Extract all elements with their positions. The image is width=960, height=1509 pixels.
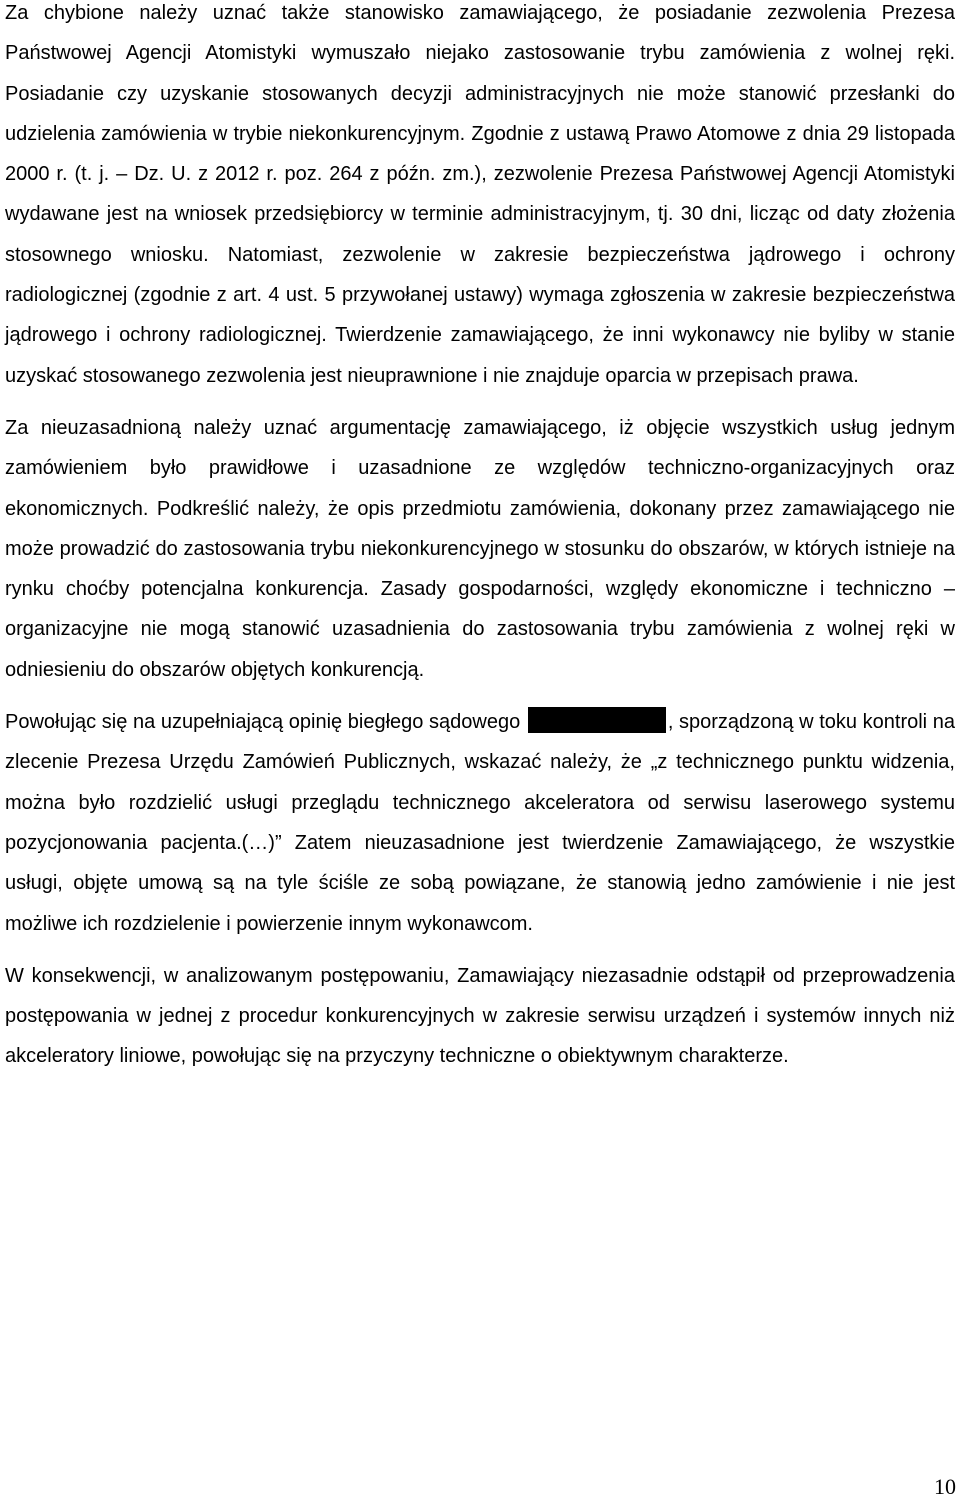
paragraph-1: Za chybione należy uznać także stanowisko zamawiającego, że posiadanie zezwolenia Prezesa Państwowej Agencji Atomistyki wymuszało niejako zastosowanie trybu zamówienia z wolnej ręki. Posiadanie czy uzyskanie stosowanych decyzji administracyjnych nie może stanowić przesłanki do udzielenia zamówienia w trybie niekonkurencyjnym. Zgodnie z ustawą Prawo Atomowe z dnia 29 listopada 2000 r. (t. j. – Dz. U. z 2012 r. poz. 264 z późn. zm.), zezwolenie Prezesa Państwowej Agencji Atomistyki wydawane jest na wniosek przedsiębiorcy w terminie administracyjnym, tj. 30 dni, licząc od daty złożenia stosownego wniosku. Natomiast, zezwolenie w zakresie bezpieczeństwa jądrowego i ochrony radiologicznej (zgodnie z art. 4 ust. 5 przywołanej ustawy) wymaga zgłoszenia w zakresie bezpieczeństwa jądrowego i ochrony radiologicznej. Twierdzenie zamawiającego, że inni wykonawcy nie byliby w stanie uzyskać stosowanego zezwolenia jest nieuprawnione i nie znajduje oparcia w przepisach prawa. (5, 2, 955, 387)
paragraph-3 (5, 702, 955, 944)
document-page (5, 0, 955, 1077)
redaction-block (528, 707, 666, 733)
paragraph-3-text-before-redaction: Powołując się na uzupełniającą opinię biegłego sądowego (5, 711, 521, 734)
paragraph-4: W konsekwencji, w analizowanym postępowaniu, Zamawiający niezasadnie odstąpił od przeprowadzenia postępowania w jednej z procedur konkurencyjnych w zakresie serwisu urządzeń i systemów innych niż akceleratory liniowe, powołując się na przyczyny techniczne o obiektywnym charakterze. (5, 964, 955, 1068)
page-number: 10 (934, 1474, 956, 1499)
paragraph-2: Za nieuzasadnioną należy uznać argumentację zamawiającego, iż objęcie wszystkich usług jednym zamówieniem było prawidłowe i uzasadnione ze względów techniczno-organizacyjnych oraz ekonomicznych. Podkreślić należy, że opis przedmiotu zamówienia, dokonany przez zamawiającego nie może prowadzić do zastosowania trybu niekonkurencyjnego w stosunku do obszarów, w których istnieje na rynku choćby potencjalna konkurencja. Zasady gospodarności, względy ekonomiczne i techniczno – organizacyjne nie mogą stanowić uzasadnienia do zastosowania trybu zamówienia z wolnej ręki w odniesieniu do obszarów objętych konkurencją. (5, 416, 955, 681)
paragraph-3-text-after-redaction: , sporządzoną w toku kontroli na zlecenie Prezesa Urzędu Zamówień Publicznych, wskazać należy, że „z technicznego punktu widzenia, można było rozdzielić usługi przeglądu technicznego akceleratora od serwisu laserowego systemu pozycjonowania pacjenta.(…)” Zatem nieuzasadnione jest twierdzenie Zamawiającego, że wszystkie usługi, objęte umową są na tyle ściśle ze sobą powiązane, że stanowią jedno zamówienie i nie jest możliwe ich rozdzielenie i powierzenie innym wykonawcom. (5, 711, 955, 935)
